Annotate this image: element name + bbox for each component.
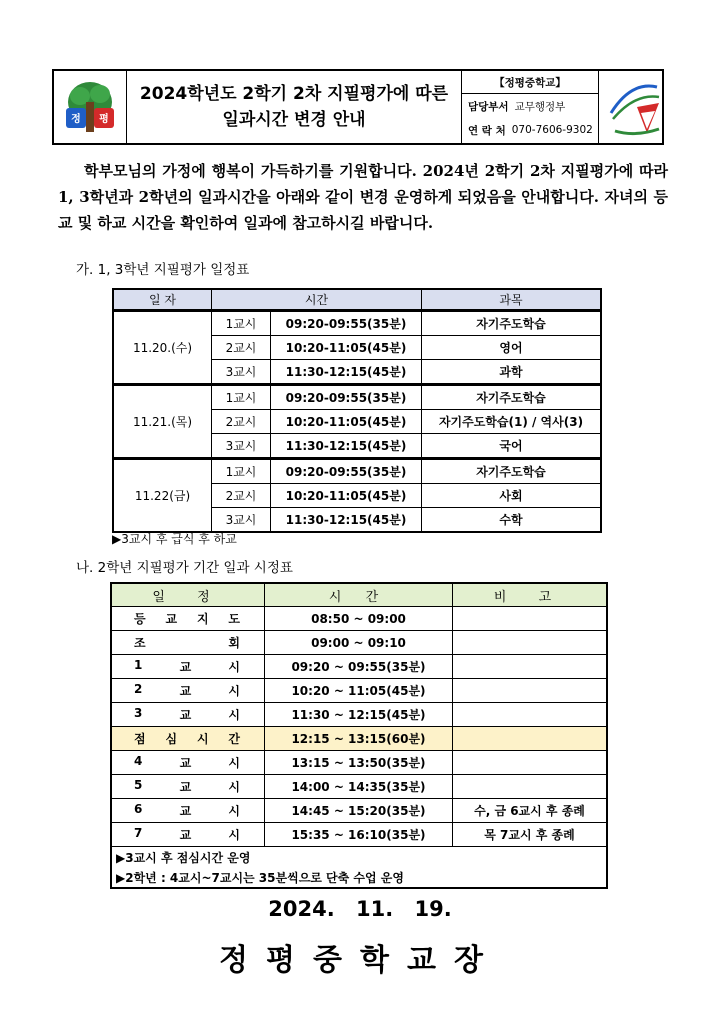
subject: 자기주도학습(1) / 역사(3) bbox=[422, 410, 602, 434]
schedule-remarks bbox=[453, 607, 608, 631]
schedule-label-char: 시 bbox=[228, 828, 240, 842]
school-symbol-cell bbox=[599, 71, 662, 143]
schedule-label-char: 시 bbox=[228, 684, 240, 698]
schedule-remarks bbox=[453, 751, 608, 775]
time: 10:20-11:05(45분) bbox=[271, 410, 422, 434]
principal-signature: 정평중학교장 bbox=[219, 943, 501, 978]
schedule-label bbox=[111, 727, 265, 751]
subject: 과학 bbox=[422, 360, 602, 385]
emblem-right-char: 평 bbox=[99, 114, 109, 125]
time: 10:20-11:05(45분) bbox=[271, 484, 422, 508]
schedule-label-char: 5 bbox=[134, 778, 143, 792]
period: 2교시 bbox=[212, 484, 271, 508]
header-remarks: 비 고 bbox=[453, 583, 608, 607]
subject: 자기주도학습 bbox=[422, 311, 602, 336]
schedule-label-char: 교 bbox=[179, 780, 192, 794]
period: 2교시 bbox=[212, 336, 271, 360]
table-header-row bbox=[111, 583, 607, 607]
time: 09:20-09:55(35분) bbox=[271, 311, 422, 336]
schedule-label-char: 간 bbox=[228, 732, 240, 746]
document-header bbox=[52, 69, 664, 145]
schedule-time: 09:00 ~ 09:10 bbox=[265, 631, 453, 655]
schedule-remarks bbox=[453, 631, 608, 655]
schedule-label bbox=[111, 703, 265, 727]
schedule-label-char: 교 bbox=[165, 612, 178, 626]
school-name: 【정평중학교】 bbox=[462, 71, 598, 94]
subject: 수학 bbox=[422, 508, 602, 533]
schedule-label bbox=[111, 655, 265, 679]
exam-date: 11.22(금) bbox=[113, 459, 212, 533]
time: 09:20-09:55(35분) bbox=[271, 385, 422, 410]
schedule-time: 08:50 ~ 09:00 bbox=[265, 607, 453, 631]
schedule-time: 11:30 ~ 12:15(45분) bbox=[265, 703, 453, 727]
schedule-remarks: 목 7교시 후 종례 bbox=[453, 823, 608, 847]
schedule-remarks: 수, 금 6교시 후 종례 bbox=[453, 799, 608, 823]
school-symbol-icon bbox=[601, 73, 669, 143]
schedule-remarks bbox=[453, 775, 608, 799]
schedule-time: 14:45 ~ 15:20(35분) bbox=[265, 799, 453, 823]
table-row bbox=[111, 607, 607, 631]
schedule-label bbox=[111, 631, 265, 655]
header-schedule: 일 정 bbox=[111, 583, 265, 607]
timetable-note: ▶2학년 : 4교시~7교시는 35분씩으로 단축 수업 운영 bbox=[111, 867, 607, 888]
section-a-title: 가. 1, 3학년 지필평가 일정표 bbox=[76, 262, 250, 278]
daily-timetable bbox=[110, 582, 608, 889]
schedule-label-char: 교 bbox=[179, 756, 192, 770]
period: 1교시 bbox=[212, 385, 271, 410]
table-row bbox=[113, 311, 601, 336]
schedule-label-char: 7 bbox=[134, 826, 143, 840]
contact-key: 연 락 처 bbox=[468, 124, 506, 137]
contact-value: 070-7606-9302 bbox=[511, 124, 593, 136]
table-row bbox=[111, 823, 607, 847]
subject: 국어 bbox=[422, 434, 602, 459]
schedule-label-char: 교 bbox=[179, 708, 192, 722]
period: 1교시 bbox=[212, 311, 271, 336]
emblem-left-char: 정 bbox=[71, 114, 81, 125]
schedule-label-char: 1 bbox=[134, 658, 143, 672]
table-row bbox=[111, 631, 607, 655]
timetable-note-row bbox=[111, 867, 607, 888]
header-time: 시간 bbox=[212, 289, 422, 311]
section-b-title: 나. 2학년 지필평가 기간 일과 시정표 bbox=[76, 560, 293, 576]
schedule-label-char: 회 bbox=[228, 636, 240, 650]
schedule-label-char: 시 bbox=[196, 732, 209, 746]
intro-paragraph bbox=[58, 158, 668, 236]
contact-row bbox=[462, 118, 598, 142]
schedule-remarks bbox=[453, 679, 608, 703]
schedule-label bbox=[111, 823, 265, 847]
schedule-remarks bbox=[453, 703, 608, 727]
schedule-label-char: 3 bbox=[134, 706, 143, 720]
schedule-label-char: 심 bbox=[165, 732, 178, 746]
contact-info bbox=[462, 71, 599, 143]
period: 3교시 bbox=[212, 508, 271, 533]
schedule-time: 13:15 ~ 13:50(35분) bbox=[265, 751, 453, 775]
schedule-label bbox=[111, 799, 265, 823]
schedule-label-char: 6 bbox=[134, 802, 143, 816]
schedule-remarks bbox=[453, 655, 608, 679]
schedule-time: 15:35 ~ 16:10(35분) bbox=[265, 823, 453, 847]
schedule-label bbox=[111, 607, 265, 631]
table-row bbox=[111, 727, 607, 751]
period: 3교시 bbox=[212, 434, 271, 459]
schedule-label-char: 시 bbox=[228, 804, 240, 818]
timetable-note-row bbox=[111, 847, 607, 868]
title-line-1: 2024학년도 2학기 2차 지필평가에 따른 bbox=[139, 84, 449, 104]
document-title bbox=[127, 71, 462, 143]
subject: 자기주도학습 bbox=[422, 385, 602, 410]
header-date: 일 자 bbox=[113, 289, 212, 311]
table-row bbox=[111, 679, 607, 703]
table-row bbox=[111, 703, 607, 727]
time: 11:30-12:15(45분) bbox=[271, 434, 422, 459]
table-row bbox=[113, 459, 601, 484]
time: 09:20-09:55(35분) bbox=[271, 459, 422, 484]
subject: 자기주도학습 bbox=[422, 459, 602, 484]
exam-date: 11.20.(수) bbox=[113, 311, 212, 385]
schedule-time: 12:15 ~ 13:15(60분) bbox=[265, 727, 453, 751]
schedule-label-char: 2 bbox=[134, 682, 143, 696]
intro-text: 학부모님의 가정에 행복이 가득하기를 기원합니다. 2024년 2학기 2차 지필평가에 따라 1, 3학년과 2학년의 일과시간을 아래와 같이 변경 운영하게 되었음을 안내합니다. 자녀의 등교 및 하교 시간을 확인하여 일과에 참고하시길 바랍니다. bbox=[58, 162, 668, 232]
period: 2교시 bbox=[212, 410, 271, 434]
schedule-time: 10:20 ~ 11:05(45분) bbox=[265, 679, 453, 703]
subject: 사회 bbox=[422, 484, 602, 508]
schedule-label-char: 점 bbox=[134, 732, 146, 746]
schedule-time: 09:20 ~ 09:55(35분) bbox=[265, 655, 453, 679]
exam-schedule-table bbox=[112, 288, 602, 533]
period: 1교시 bbox=[212, 459, 271, 484]
table-row bbox=[111, 799, 607, 823]
schedule-label bbox=[111, 775, 265, 799]
table-row bbox=[113, 385, 601, 410]
timetable-note: ▶3교시 후 점심시간 운영 bbox=[111, 847, 607, 868]
school-logo-cell bbox=[54, 71, 127, 143]
title-line-2: 일과시간 변경 안내 bbox=[222, 110, 366, 130]
time: 10:20-11:05(45분) bbox=[271, 336, 422, 360]
schedule-label-char: 시 bbox=[228, 780, 240, 794]
schedule-label-char: 도 bbox=[228, 612, 240, 626]
schedule-label-char: 시 bbox=[228, 756, 240, 770]
schedule-label-char: 교 bbox=[179, 660, 192, 674]
schedule-label bbox=[111, 679, 265, 703]
schedule-remarks bbox=[453, 727, 608, 751]
schedule-time: 14:00 ~ 14:35(35분) bbox=[265, 775, 453, 799]
time: 11:30-12:15(45분) bbox=[271, 360, 422, 385]
schedule-label-char: 교 bbox=[179, 684, 192, 698]
schedule-label-char: 지 bbox=[196, 612, 209, 626]
section-a-note: ▶3교시 후 급식 후 하교 bbox=[112, 532, 237, 546]
subject: 영어 bbox=[422, 336, 602, 360]
table-row bbox=[111, 751, 607, 775]
schedule-label bbox=[111, 751, 265, 775]
table-header-row bbox=[113, 289, 601, 311]
department-key: 담당부서 bbox=[468, 100, 509, 113]
schedule-label-char: 시 bbox=[228, 708, 240, 722]
schedule-label-char: 시 bbox=[228, 660, 240, 674]
time: 11:30-12:15(45분) bbox=[271, 508, 422, 533]
school-emblem-icon bbox=[56, 72, 124, 144]
schedule-label-char: 교 bbox=[179, 804, 192, 818]
header-time: 시 간 bbox=[265, 583, 453, 607]
schedule-label-char: 4 bbox=[134, 754, 143, 768]
schedule-label-char: 조 bbox=[134, 636, 146, 650]
exam-date: 11.21.(목) bbox=[113, 385, 212, 459]
header-subject: 과목 bbox=[422, 289, 602, 311]
period: 3교시 bbox=[212, 360, 271, 385]
schedule-label-char: 교 bbox=[179, 828, 192, 842]
department-row bbox=[462, 94, 598, 118]
department-value: 교무행정부 bbox=[514, 100, 566, 113]
schedule-label-char: 등 bbox=[134, 612, 146, 626]
issue-date: 2024. 11. 19. bbox=[268, 897, 452, 921]
table-row bbox=[111, 775, 607, 799]
table-row bbox=[111, 655, 607, 679]
